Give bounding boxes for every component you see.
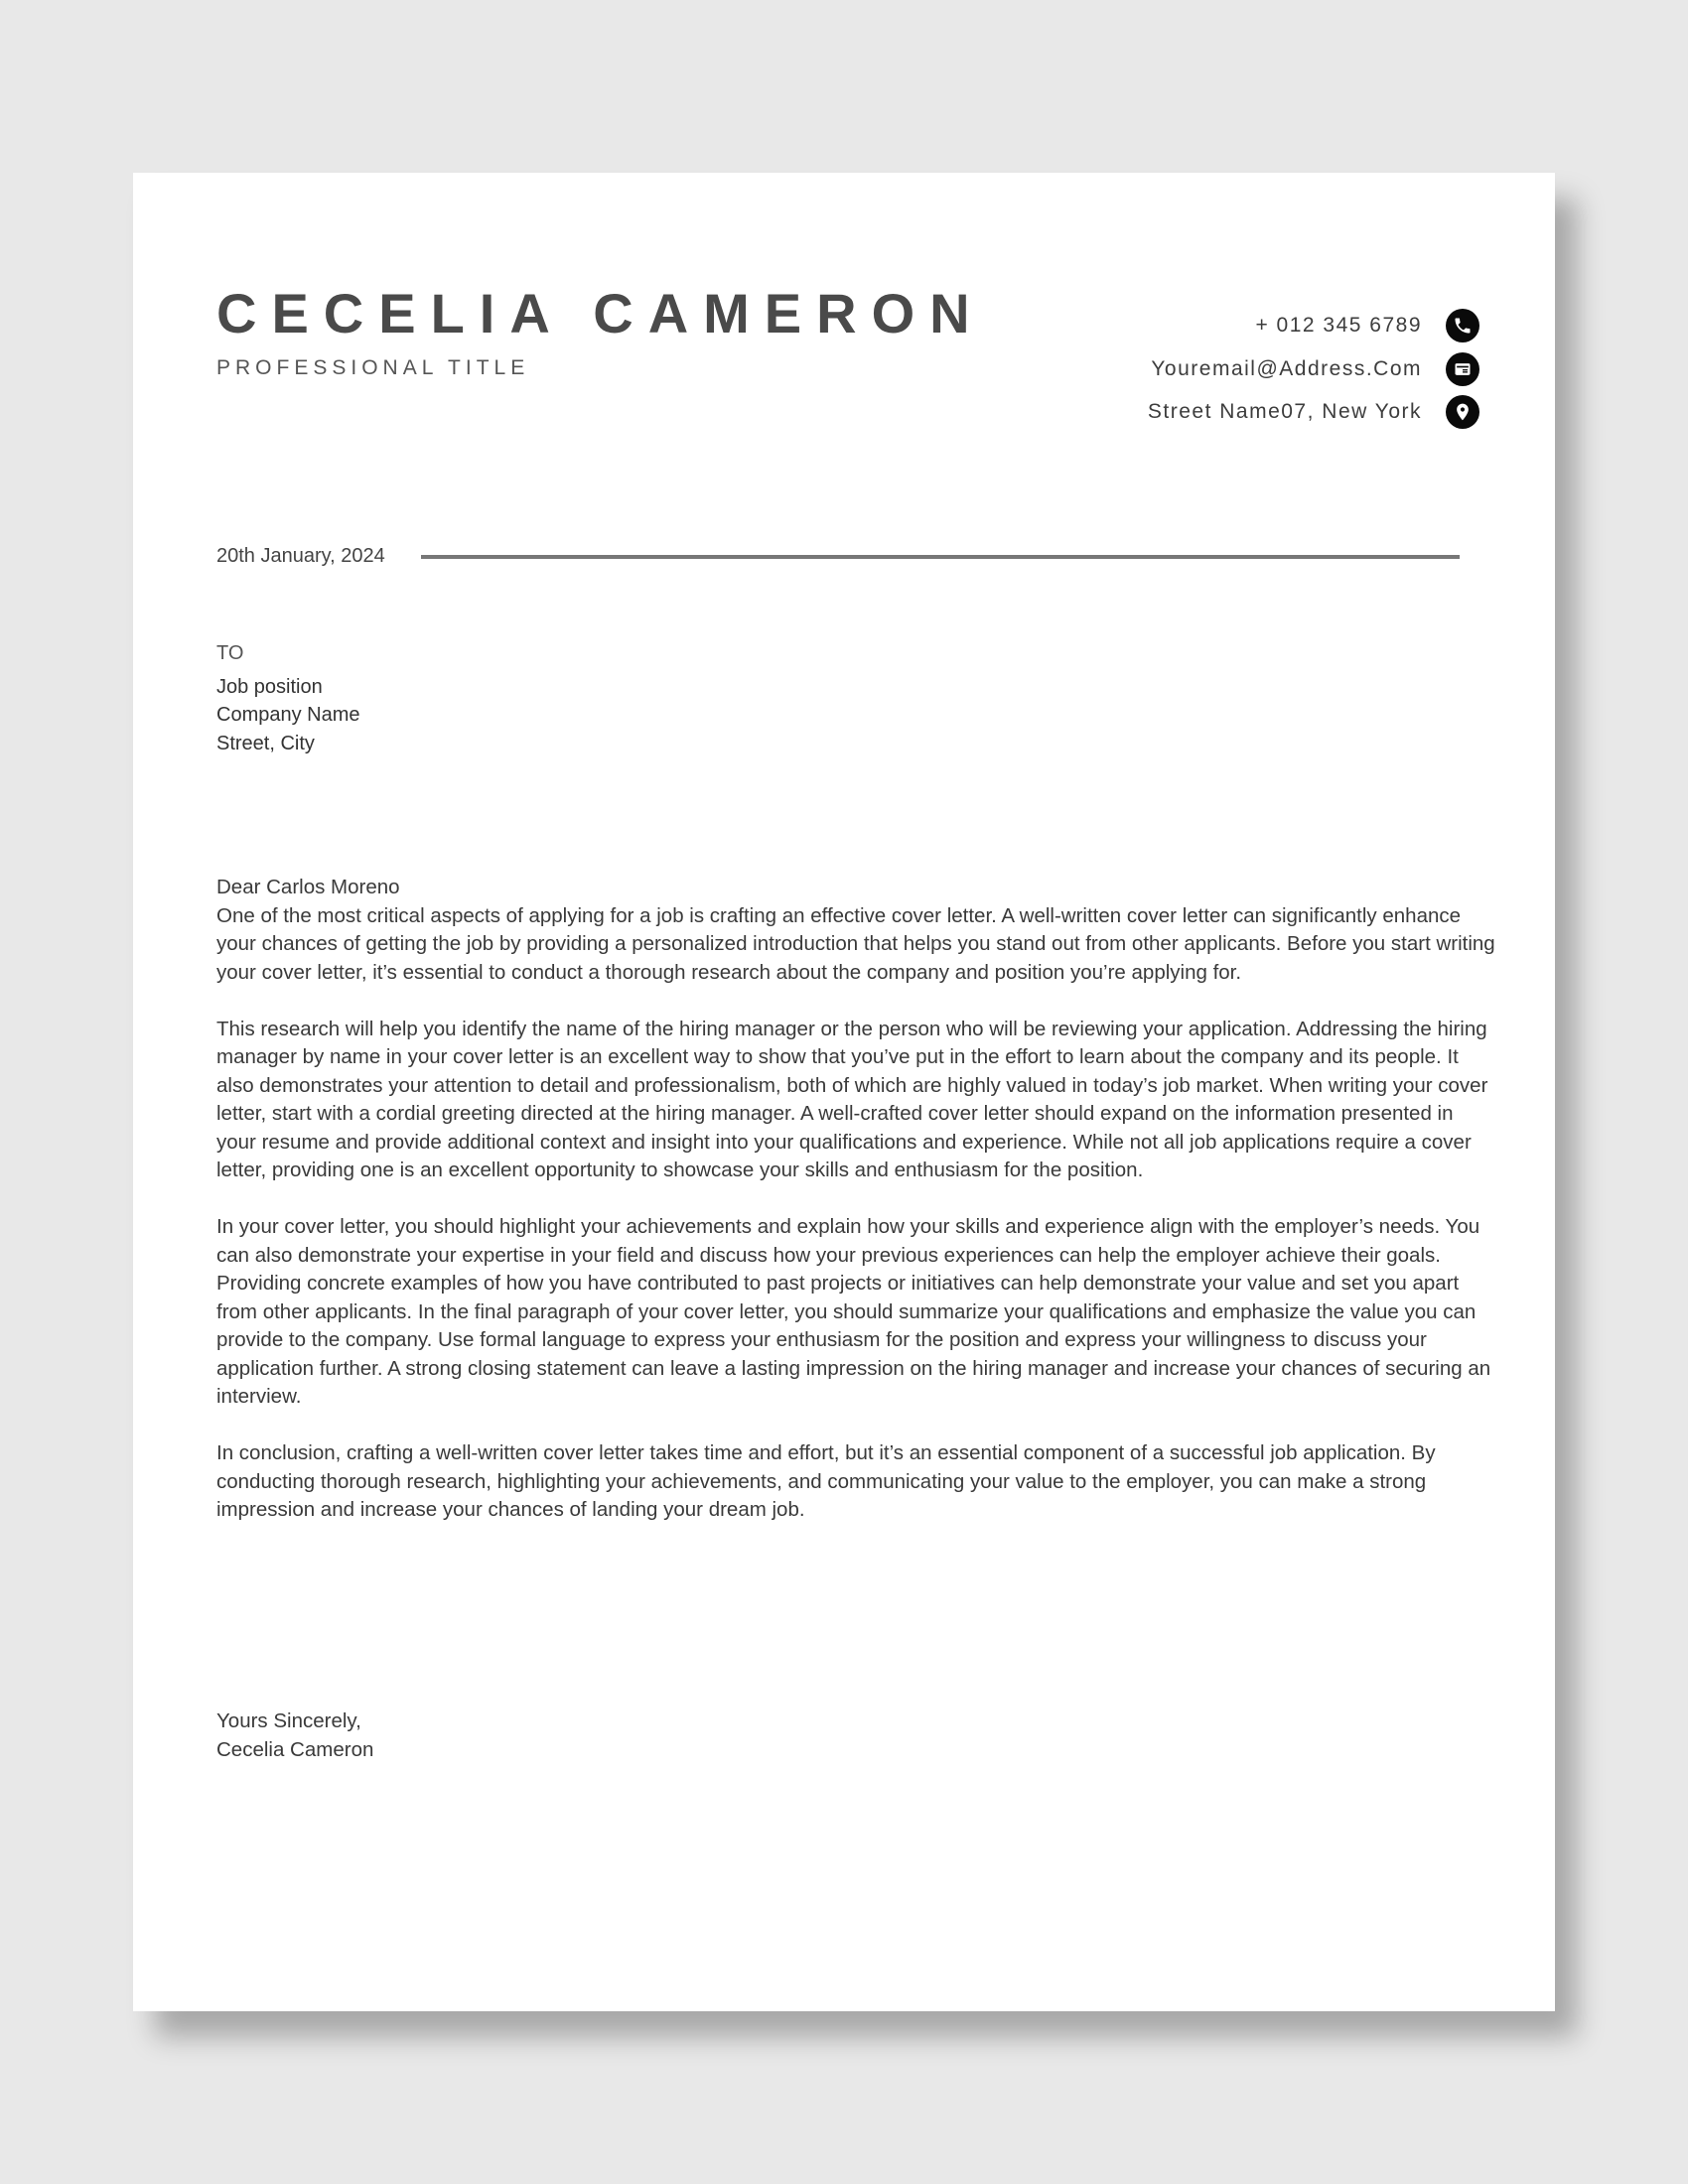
contact-address: Street Name07, New York [1147,400,1422,423]
professional-title: PROFESSIONAL TITLE [216,356,530,379]
header-divider [421,555,1460,559]
letter-date: 20th January, 2024 [216,545,385,567]
body-paragraph: In your cover letter, you should highlight your achievements and explain how your skills and experience align with the employer’s needs. You can also demonstrate your expertise in your field and discuss how your previous experiences can help the employer achieve their goals. Providing concrete examples of how you have contributed to past projects or initiatives can help demonstrate your value and set you apart from other applicants. In the final paragraph of your cover letter, you should summarize your qualifications and emphasize the value you can provide to the company. Use formal language to express your enthusiasm for the position and express your willingness to discuss your application further. A strong closing statement can leave a lasting impression on the hiring manager and increase your chances of securing an interview. [216,1215,1491,1408]
letter-page [133,173,1555,2011]
recipient-street-city: Street, City [216,732,315,754]
recipient-job-position: Job position [216,675,323,698]
contact-phone-row [1255,309,1479,342]
sign-off: Yours Sincerely, [216,1709,361,1732]
body-paragraph: One of the most critical aspects of applying for a job is crafting an effective cover letter. A well-written cover letter can significantly enhance your chances of getting the job by providing a personalized introduction that helps you stand out from other applicants. Before you start writing your cover letter, it’s essential to conduct a thorough research about the company and position you’re applying for. [216,903,1495,984]
letter-body [216,874,1497,1553]
recipient-company: Company Name [216,704,360,726]
salutation: Dear Carlos Moreno [216,876,400,898]
location-pin-icon [1446,395,1479,429]
recipient-block [216,639,360,757]
closing-block [216,1707,373,1764]
recipient-to-label: TO [216,642,244,664]
applicant-name: CECELIA CAMERON [216,282,985,344]
email-icon [1446,352,1479,386]
body-paragraph: In conclusion, crafting a well-written cover letter takes time and effort, but it’s an essential component of a successful job application. By conducting thorough research, highlighting your achievements, and communicating your value to the employer, you can make a strong impression and increase your chances of landing your dream job. [216,1441,1436,1521]
contact-email-row [1151,352,1479,386]
signature-name: Cecelia Cameron [216,1737,374,1761]
contact-email: Youremail@Address.Com [1151,357,1422,380]
contact-address-row [1148,395,1479,429]
contact-phone: + 012 345 6789 [1255,314,1422,337]
body-paragraph: This research will help you identify the name of the hiring manager or the person who will be reviewing your application. Addressing the hiring manager by name in your cover letter is an excellent way to show that you’ve put in the effort to learn about the company and its people. It also demonstrates your attention to detail and professionalism, both of which are highly valued in today’s job market. When writing your cover letter, start with a cordial greeting directed at the hiring manager. A well-crafted cover letter should expand on the information presented in your resume and provide additional context and insight into your qualifications and experience. While not all job applications require a cover letter, providing one is an excellent opportunity to showcase your skills and enthusiasm for the position. [216,1017,1488,1181]
phone-icon [1446,309,1479,342]
